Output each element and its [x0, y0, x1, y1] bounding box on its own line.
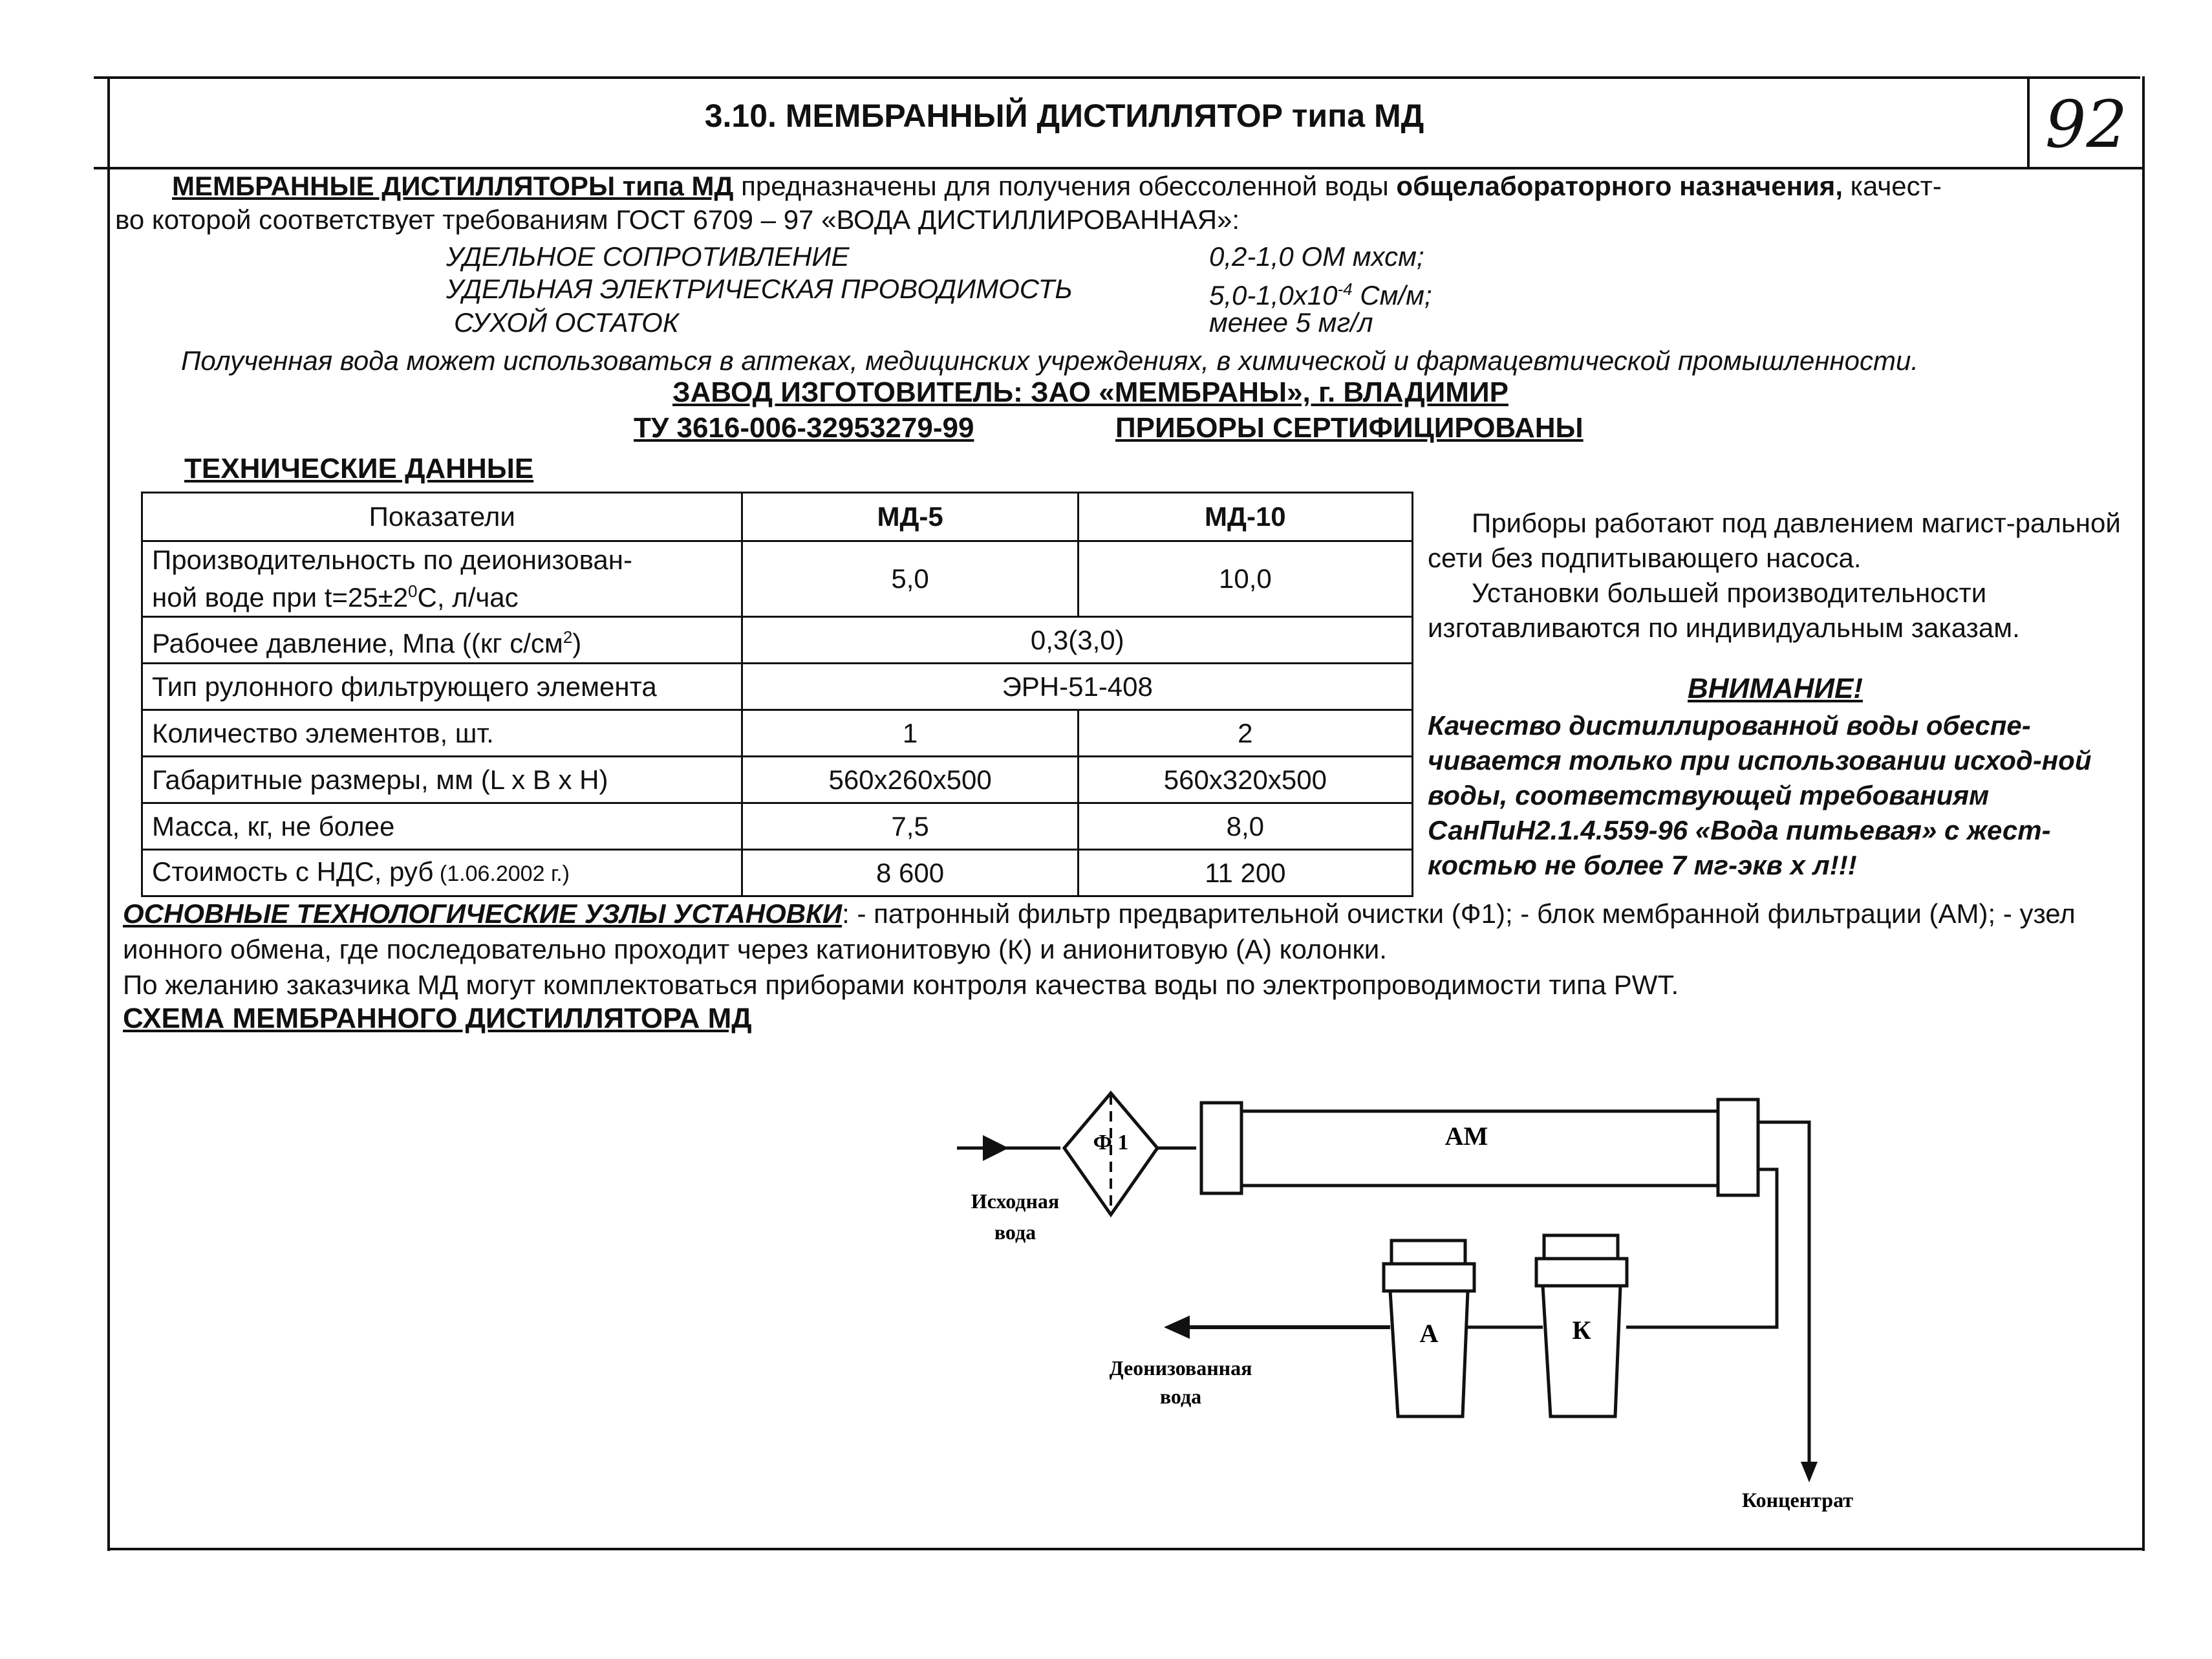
table-cell-label: Тип рулонного фильтрующего элемента	[142, 664, 742, 710]
intro-emphasis: общелабораторного назначения,	[1396, 171, 1843, 201]
column-a-label: А	[1419, 1319, 1439, 1348]
certified-note: ПРИБОРЫ СЕРТИФИЦИРОВАНЫ	[1115, 412, 1584, 444]
inlet-arrow	[957, 1135, 1060, 1161]
table-cell-label: Габаритные размеры, мм (L x B x H)	[142, 757, 742, 803]
inlet-label-1: Исходная	[971, 1189, 1060, 1213]
table-header-md5: МД-5	[742, 493, 1078, 541]
scheme-title: СХЕМА МЕМБРАННОГО ДИСТИЛЛЯТОРА МД	[123, 1003, 752, 1034]
row-label-sup: 2	[563, 627, 573, 647]
spec-value-conductivity-main: 5,0-1,0x10	[1209, 280, 1338, 310]
row-label-line-1: Производительность по деионизован-	[152, 545, 632, 575]
intro-line-2: во которой соответствует требованиям ГОСТ 6709 – 97 «ВОДА ДИСТИЛЛИРОВАННАЯ»:	[115, 204, 1240, 235]
table-cell-md5: 560x260x500	[742, 757, 1078, 803]
table-cell-merged: ЭРН-51-408	[742, 664, 1413, 710]
row-label-tail: )	[572, 627, 582, 658]
table-cell-label: Масса, кг, не более	[142, 803, 742, 850]
page-number: 92	[2045, 87, 2128, 162]
nodes-option: По желанию заказчика МД могут комплектоваться приборами контроля качества воды по электропроводимости типа PWT.	[123, 970, 1679, 1000]
column-a	[1384, 1241, 1474, 1416]
spec-label-resistance: УДЕЛЬНОЕ СОПРОТИВЛЕНИЕ	[446, 241, 850, 272]
row-label-sup: 0	[408, 581, 418, 601]
page-title: 3.10. МЕМБРАННЫЙ ДИСТИЛЛЯТОР типа МД	[704, 98, 1424, 134]
table-cell-label: Количество элементов, шт.	[142, 710, 742, 757]
tech-data-heading: ТЕХНИЧЕСКИЕ ДАННЫЕ	[184, 453, 534, 484]
row-label: Рабочее давление, Мпа ((кг с/см	[152, 627, 563, 658]
table-header-md10: МД-10	[1078, 493, 1412, 541]
table-cell-md10: 8,0	[1078, 803, 1412, 850]
concentrate-line	[1758, 1122, 1818, 1482]
column-k-label: К	[1572, 1316, 1591, 1345]
intro-text-2: качест-	[1842, 171, 1942, 201]
outlet-label-2: вода	[1159, 1385, 1202, 1408]
nodes-heading: ОСНОВНЫЕ ТЕХНОЛОГИЧЕСКИЕ УЗЛЫ УСТАНОВКИ	[123, 898, 843, 929]
outlet-arrow	[1164, 1316, 1390, 1339]
table-cell-md5: 8 600	[742, 850, 1078, 896]
filter-f1	[1064, 1093, 1157, 1215]
spec-label-residue: СУХОЙ ОСТАТОК	[454, 307, 679, 338]
table-cell-md10: 11 200	[1078, 850, 1412, 896]
table-cell-md10: 2	[1078, 710, 1412, 757]
intro-text-1: предназначены для получения обессоленной воды	[733, 171, 1397, 201]
table-cell-md5: 7,5	[742, 803, 1078, 850]
manufacturer: ЗАВОД ИЗГОТОВИТЕЛЬ: ЗАО «МЕМБРАНЫ», г. ВЛАДИМИР	[672, 376, 1509, 408]
usage-note: Полученная вода может использоваться в аптеках, медицинских учреждениях, в химической и фармацевтической промышленности.	[181, 345, 1919, 376]
table-header-parameter: Показатели	[142, 493, 742, 541]
filter-label: Ф 1	[1093, 1131, 1129, 1155]
table-cell-merged: 0,3(3,0)	[742, 617, 1413, 664]
spec-label-conductivity: УДЕЛЬНАЯ ЭЛЕКТРИЧЕСКАЯ ПРОВОДИМОСТЬ	[446, 274, 1073, 304]
nodes-text: : - патронный фильтр предварительной очистки (Ф1); - блок мембранной фильтрации (АМ); - узел ионного обмена, где последовательно проходит через катионитовую (К) и анионитовую (А) колонки.	[123, 898, 2076, 964]
row-label-line-2: ной воде при t=25±2	[152, 582, 409, 613]
tu-number: ТУ 3616-006-32953279-99	[634, 412, 974, 444]
attention-heading: ВНИМАНИЕ!	[1688, 673, 1863, 704]
membrane-module-am	[1201, 1100, 1758, 1195]
outlet-label-1: Деонизованная	[1109, 1356, 1252, 1380]
table-cell-md10: 560x320x500	[1078, 757, 1412, 803]
spec-value-resistance: 0,2-1,0 ОМ мхсм;	[1209, 241, 1424, 272]
spec-value-conductivity-exp: -4	[1337, 279, 1353, 299]
table-cell-md10: 10,0	[1078, 541, 1412, 617]
side-note-pressure: Приборы работают под давлением магист-ральной сети без подпитывающего насоса.	[1428, 508, 2121, 573]
inlet-label-2: вода	[994, 1220, 1036, 1244]
row-label-tail: С, л/час	[417, 582, 519, 613]
spec-value-residue: менее 5 мг/л	[1209, 307, 1373, 338]
attention-text: Качество дистиллированной воды обеспе-чивается только при использовании исход-ной воды, соответствующей требованиям СанПиН2.1.4.559-96 «Вода питьевая» с жест-костью не более 7 мг-экв х л!!!	[1428, 710, 2092, 880]
intro-lead: МЕМБРАННЫЕ ДИСТИЛЛЯТОРЫ типа МД	[172, 171, 734, 201]
table-cell-md5: 1	[742, 710, 1078, 757]
row-label: Стоимость с НДС, руб	[152, 856, 434, 887]
column-k	[1536, 1235, 1627, 1416]
membrane-label: АМ	[1444, 1122, 1488, 1151]
side-note-custom: Установки большей производительности изготавливаются по индивидуальным заказам.	[1428, 578, 2020, 643]
spec-value-conductivity-unit: См/м;	[1352, 280, 1432, 310]
table-cell-md5: 5,0	[742, 541, 1078, 617]
concentrate-label: Концентрат	[1742, 1488, 1853, 1512]
row-label-date: (1.06.2002 г.)	[433, 862, 570, 886]
